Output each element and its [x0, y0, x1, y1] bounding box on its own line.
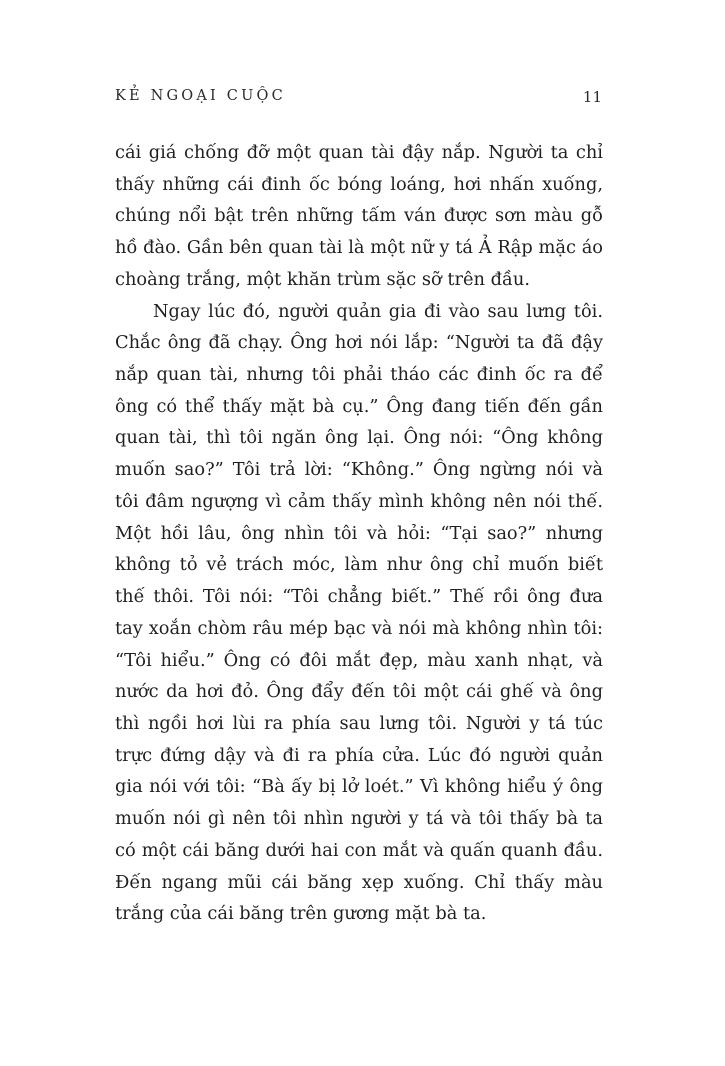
- text-line: trực đứng dậy và đi ra phía cửa. Lúc đó người quản: [115, 744, 603, 766]
- text-line: ông có thể thấy mặt bà cụ.” Ông đang tiến đến gần: [115, 395, 603, 417]
- text-line: không tỏ vẻ trách móc, làm như ông chỉ muốn biết: [115, 554, 603, 576]
- text-line: choàng trắng, một khăn trùm sặc sỡ trên đầu.: [115, 268, 530, 290]
- text-line: hồ đào. Gần bên quan tài là một nữ y tá Ả Rập mặc áo: [115, 237, 603, 259]
- text-line: chúng nổi bật trên những tấm ván được sơn màu gỗ: [115, 205, 603, 227]
- text-line: gia nói với tôi: “Bà ấy bị lở loét.” Vì không hiểu ý ông: [115, 776, 603, 798]
- text-line: “Tôi hiểu.” Ông có đôi mắt đẹp, màu xanh nhạt, và: [115, 649, 603, 671]
- text-line: Một hồi lâu, ông nhìn tôi và hỏi: “Tại sao?” nhưng: [115, 522, 603, 544]
- page-number: 11: [582, 88, 602, 106]
- text-line: nắp quan tài, nhưng tôi phải tháo các đinh ốc ra để: [115, 364, 603, 386]
- running-title: KẺ NGOẠI CUỘC: [115, 88, 286, 104]
- text-line: trắng của cái băng trên gương mặt bà ta.: [115, 903, 487, 925]
- text-line: muốn nói gì nên tôi nhìn người y tá và tôi thấy bà ta: [115, 808, 603, 830]
- text-line: thế thôi. Tôi nói: “Tôi chẳng biết.” Thế rồi ông đưa: [115, 586, 603, 608]
- text-line: có một cái băng dưới hai con mắt và quấn quanh đầu.: [115, 839, 603, 861]
- body-text: [115, 137, 603, 930]
- text-line: cái giá chống đỡ một quan tài đậy nắp. Người ta chỉ: [115, 142, 603, 163]
- text-line: thấy những cái đinh ốc bóng loáng, hơi nhấn xuống,: [115, 173, 603, 195]
- text-line: nước da hơi đỏ. Ông đẩy đến tôi một cái ghế và ông: [115, 681, 603, 703]
- text-line: tôi đâm ngượng vì cảm thấy mình không nên nói thế.: [115, 490, 603, 512]
- text-line: quan tài, thì tôi ngăn ông lại. Ông nói: “Ông không: [115, 427, 603, 449]
- text-line: muốn sao?” Tôi trả lời: “Không.” Ông ngừng nói và: [115, 459, 603, 481]
- text-line: Ngay lúc đó, người quản gia đi vào sau lưng tôi.: [153, 300, 603, 322]
- text-line: tay xoắn chòm râu mép bạc và nói mà không nhìn tôi:: [115, 617, 603, 639]
- text-line: Chắc ông đã chạy. Ông hơi nói lắp: “Người ta đã đậy: [115, 332, 603, 354]
- text-line: thì ngồi hơi lùi ra phía sau lưng tôi. Người y tá túc: [115, 712, 603, 734]
- text-line: Đến ngang mũi cái băng xẹp xuống. Chỉ thấy màu: [115, 871, 603, 893]
